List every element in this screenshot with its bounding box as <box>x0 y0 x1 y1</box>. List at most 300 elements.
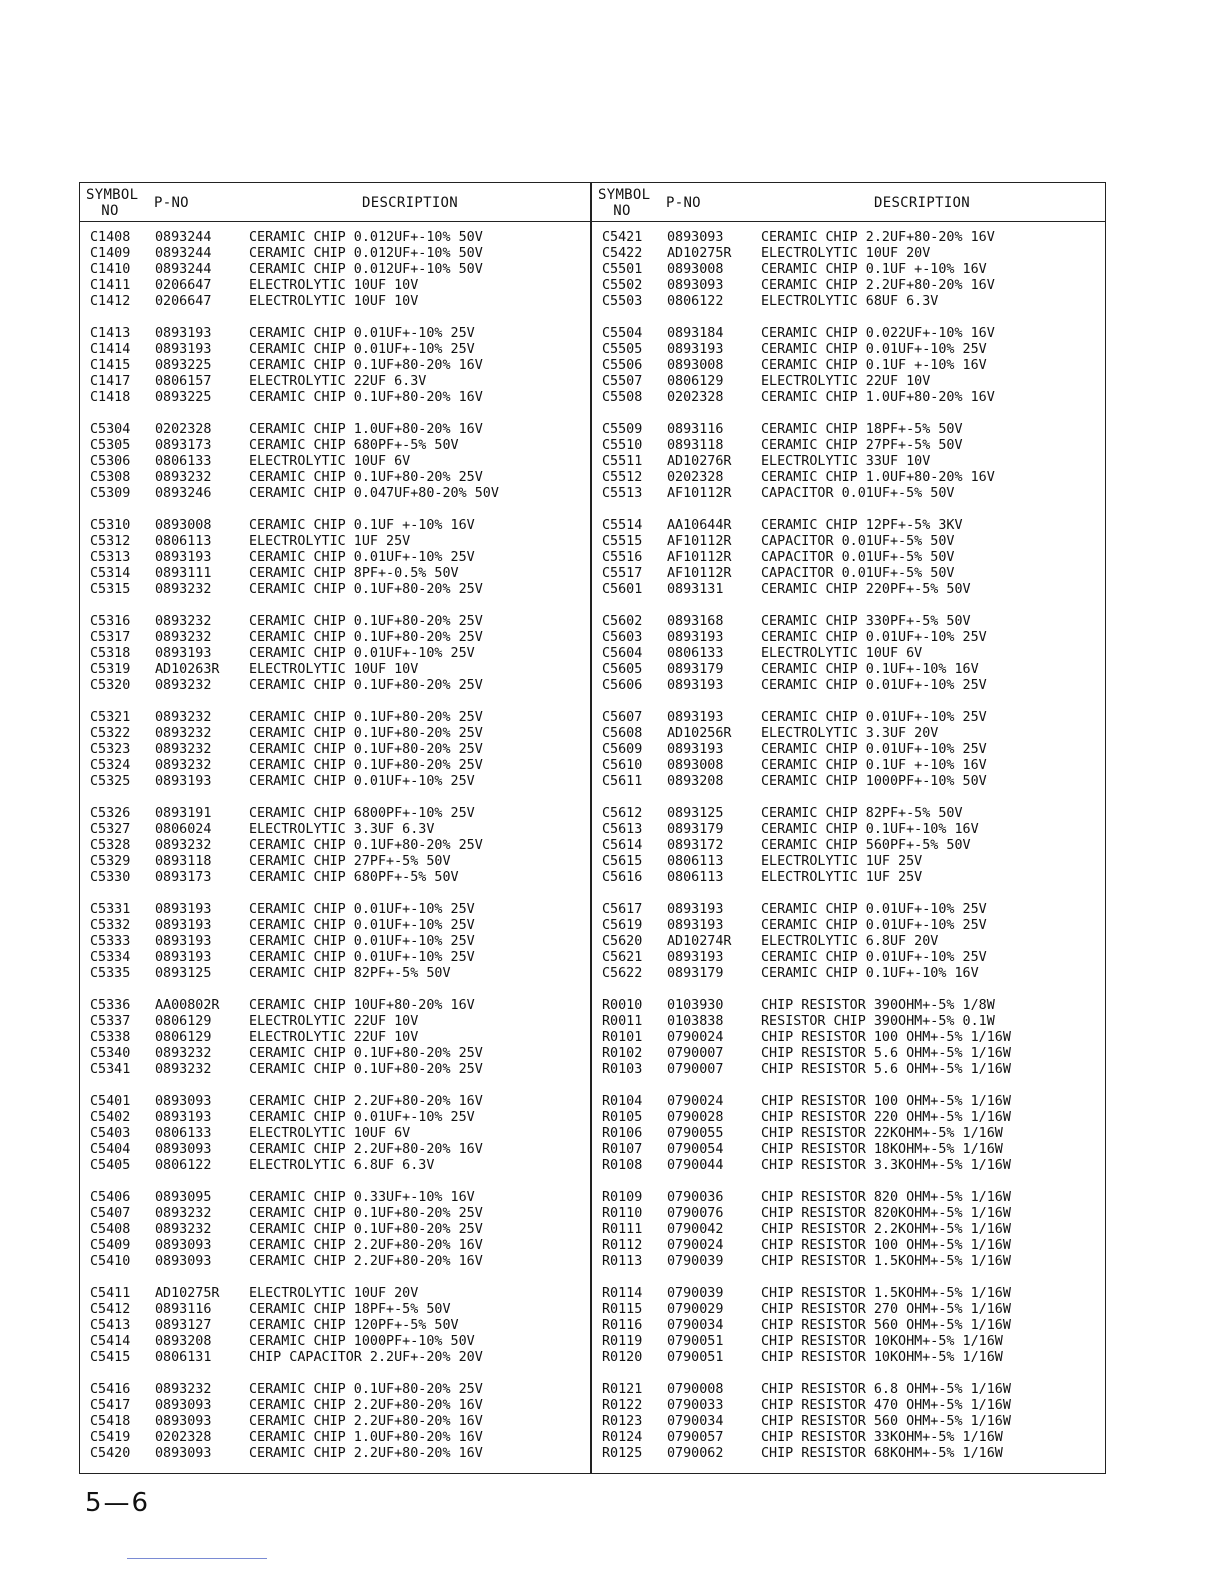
symbol-cell: C5335 <box>90 966 131 981</box>
description-cell: ELECTROLYTIC 22UF 6.3V <box>249 374 427 389</box>
description-cell: ELECTROLYTIC 6.8UF 20V <box>761 934 939 949</box>
pno-cell: 0893232 <box>155 742 212 757</box>
symbol-header-text: SYMBOL <box>86 187 139 203</box>
row-group <box>80 998 590 1078</box>
symbol-cell: C5512 <box>602 470 643 485</box>
table-row <box>80 454 590 470</box>
pno-cell: 0893244 <box>155 246 212 261</box>
table-row <box>80 230 590 246</box>
symbol-cell: C5606 <box>602 678 643 693</box>
row-group <box>80 1382 590 1462</box>
symbol-cell: C1409 <box>90 246 131 261</box>
table-row <box>80 1398 590 1414</box>
row-group <box>592 902 1102 982</box>
pno-cell: 0893232 <box>155 1206 212 1221</box>
pno-cell: 0806129 <box>155 1030 212 1045</box>
pno-cell: 0893232 <box>155 678 212 693</box>
symbol-cell: C5602 <box>602 614 643 629</box>
symbol-cell: R0101 <box>602 1030 643 1045</box>
pno-cell: 0893193 <box>667 678 724 693</box>
pno-cell: 0893093 <box>155 1414 212 1429</box>
description-cell: CERAMIC CHIP 0.01UF+-10% 25V <box>249 950 475 965</box>
symbol-cell: C5616 <box>602 870 643 885</box>
symbol-cell: C5329 <box>90 854 131 869</box>
description-cell: CERAMIC CHIP 0.1UF+80-20% 25V <box>249 582 483 597</box>
symbol-cell: C5306 <box>90 454 131 469</box>
symbol-cell: R0010 <box>602 998 643 1013</box>
pno-cell: 0806157 <box>155 374 212 389</box>
symbol-cell: C5323 <box>90 742 131 757</box>
symbol-cell: C5313 <box>90 550 131 565</box>
table-row <box>592 1094 1102 1110</box>
pno-cell: 0893193 <box>155 934 212 949</box>
pno-cell: 0893193 <box>155 326 212 341</box>
description-cell: CERAMIC CHIP 0.1UF +-10% 16V <box>761 758 987 773</box>
table-row <box>592 470 1102 486</box>
row-group <box>592 710 1102 790</box>
pno-cell: 0893193 <box>667 342 724 357</box>
symbol-cell: C5417 <box>90 1398 131 1413</box>
pno-cell: 0893093 <box>155 1446 212 1461</box>
symbol-cell: R0105 <box>602 1110 643 1125</box>
row-group <box>80 614 590 694</box>
table-row <box>80 1142 590 1158</box>
table-row <box>592 1334 1102 1350</box>
pno-cell: 0893193 <box>667 918 724 933</box>
description-cell: ELECTROLYTIC 10UF 10V <box>249 278 419 293</box>
table-row <box>592 582 1102 598</box>
symbol-cell: C5509 <box>602 422 643 437</box>
table-row <box>80 934 590 950</box>
table-row <box>592 294 1102 310</box>
symbol-cell: C1415 <box>90 358 131 373</box>
symbol-cell: R0103 <box>602 1062 643 1077</box>
symbol-cell: C5422 <box>602 246 643 261</box>
table-row <box>80 1190 590 1206</box>
symbol-cell: C5414 <box>90 1334 131 1349</box>
no-header-text: NO <box>613 203 631 219</box>
table-row <box>80 262 590 278</box>
pno-cell: 0893193 <box>155 342 212 357</box>
row-group <box>592 998 1102 1078</box>
description-cell: CERAMIC CHIP 2.2UF+80-20% 16V <box>249 1142 483 1157</box>
description-cell: CERAMIC CHIP 0.01UF+-10% 25V <box>761 950 987 965</box>
pno-cell: 0893232 <box>155 630 212 645</box>
description-cell: CERAMIC CHIP 8PF+-0.5% 50V <box>249 566 459 581</box>
pno-cell: 0790039 <box>667 1254 724 1269</box>
table-row <box>592 1398 1102 1414</box>
description-cell: CERAMIC CHIP 330PF+-5% 50V <box>761 614 971 629</box>
table-row <box>80 918 590 934</box>
footer-rule <box>127 1558 267 1559</box>
pno-cell: 0790076 <box>667 1206 724 1221</box>
pno-cell: 0893093 <box>667 230 724 245</box>
symbol-cell: C5513 <box>602 486 643 501</box>
symbol-cell: C5404 <box>90 1142 131 1157</box>
description-cell: ELECTROLYTIC 68UF 6.3V <box>761 294 939 309</box>
table-row <box>592 806 1102 822</box>
description-cell: CHIP RESISTOR 390OHM+-5% 1/8W <box>761 998 995 1013</box>
table-row <box>80 1238 590 1254</box>
table-row <box>592 630 1102 646</box>
description-cell: ELECTROLYTIC 1UF 25V <box>761 854 923 869</box>
symbol-cell: R0112 <box>602 1238 643 1253</box>
pno-cell: 0893232 <box>155 838 212 853</box>
description-cell: CHIP RESISTOR 100 OHM+-5% 1/16W <box>761 1238 1011 1253</box>
pno-cell: 0893244 <box>155 262 212 277</box>
table-row <box>592 422 1102 438</box>
symbol-cell: C5330 <box>90 870 131 885</box>
table-row <box>80 678 590 694</box>
pno-cell: AA00802R <box>155 998 220 1013</box>
symbol-cell: C5613 <box>602 822 643 837</box>
pno-cell: AD10263R <box>155 662 220 677</box>
description-cell: CERAMIC CHIP 0.012UF+-10% 50V <box>249 230 483 245</box>
pno-cell: 0893225 <box>155 358 212 373</box>
table-row <box>80 390 590 406</box>
table-row <box>80 1046 590 1062</box>
table-row <box>592 1046 1102 1062</box>
pno-cell: 0206647 <box>155 278 212 293</box>
description-cell: CHIP RESISTOR 10KOHM+-5% 1/16W <box>761 1334 1003 1349</box>
table-row <box>80 870 590 886</box>
description-cell: ELECTROLYTIC 6.8UF 6.3V <box>249 1158 435 1173</box>
description-cell: CHIP RESISTOR 100 OHM+-5% 1/16W <box>761 1030 1011 1045</box>
symbol-cell: C5317 <box>90 630 131 645</box>
symbol-cell: C1410 <box>90 262 131 277</box>
pno-cell: 0893193 <box>155 950 212 965</box>
description-cell: CERAMIC CHIP 0.1UF+80-20% 25V <box>249 1046 483 1061</box>
description-cell: CERAMIC CHIP 680PF+-5% 50V <box>249 870 459 885</box>
symbol-cell: C5622 <box>602 966 643 981</box>
symbol-cell: R0108 <box>602 1158 643 1173</box>
symbol-cell: R0110 <box>602 1206 643 1221</box>
pno-cell: 0893111 <box>155 566 212 581</box>
pno-cell: 0790024 <box>667 1238 724 1253</box>
description-cell: CERAMIC CHIP 0.1UF+80-20% 25V <box>249 758 483 773</box>
symbol-cell: C5506 <box>602 358 643 373</box>
pno-cell: 0806122 <box>667 294 724 309</box>
pno-cell: 0893093 <box>155 1094 212 1109</box>
description-cell: CERAMIC CHIP 0.01UF+-10% 25V <box>249 550 475 565</box>
description-cell: CHIP RESISTOR 10KOHM+-5% 1/16W <box>761 1350 1003 1365</box>
table-row <box>80 630 590 646</box>
row-group <box>592 806 1102 886</box>
pno-cell: 0806133 <box>667 646 724 661</box>
table-row <box>80 662 590 678</box>
symbol-cell: C5331 <box>90 902 131 917</box>
table-row <box>592 758 1102 774</box>
symbol-cell: R0102 <box>602 1046 643 1061</box>
description-cell: CHIP RESISTOR 220 OHM+-5% 1/16W <box>761 1110 1011 1125</box>
pno-cell: 0893225 <box>155 390 212 405</box>
table-row <box>80 1414 590 1430</box>
table-row <box>80 742 590 758</box>
table-row <box>592 1030 1102 1046</box>
left-row-groups <box>80 230 590 1478</box>
pno-cell: 0790039 <box>667 1286 724 1301</box>
description-cell: CERAMIC CHIP 0.1UF+80-20% 16V <box>249 390 483 405</box>
table-row <box>592 854 1102 870</box>
pno-cell: 0202328 <box>155 1430 212 1445</box>
table-row <box>592 726 1102 742</box>
table-row <box>80 566 590 582</box>
pno-cell: 0893172 <box>667 838 724 853</box>
symbol-cell: C5502 <box>602 278 643 293</box>
symbol-cell: C5504 <box>602 326 643 341</box>
table-row <box>80 822 590 838</box>
table-row <box>80 534 590 550</box>
table-row <box>592 678 1102 694</box>
symbol-cell: C5308 <box>90 470 131 485</box>
symbol-cell: C5508 <box>602 390 643 405</box>
symbol-cell: C1413 <box>90 326 131 341</box>
pno-cell: 0790054 <box>667 1142 724 1157</box>
description-cell: CERAMIC CHIP 2.2UF+80-20% 16V <box>761 230 995 245</box>
symbol-cell: C5411 <box>90 1286 131 1301</box>
table-row <box>80 1318 590 1334</box>
description-cell: CERAMIC CHIP 0.1UF +-10% 16V <box>761 262 987 277</box>
table-row <box>80 950 590 966</box>
symbol-cell: C5603 <box>602 630 643 645</box>
table-row <box>592 1414 1102 1430</box>
table-row <box>80 854 590 870</box>
pno-cell: 0790042 <box>667 1222 724 1237</box>
page-number: 5—6 <box>85 1488 151 1518</box>
row-group <box>592 518 1102 598</box>
table-row <box>80 550 590 566</box>
row-group <box>80 710 590 790</box>
pno-cell: 0790051 <box>667 1350 724 1365</box>
symbol-cell: C5418 <box>90 1414 131 1429</box>
description-cell: CHIP RESISTOR 100 OHM+-5% 1/16W <box>761 1094 1011 1109</box>
symbol-cell: C5515 <box>602 534 643 549</box>
description-cell: RESISTOR CHIP 390OHM+-5% 0.1W <box>761 1014 995 1029</box>
pno-cell: 0893008 <box>667 262 724 277</box>
symbol-cell: C5617 <box>602 902 643 917</box>
pno-cell: 0790007 <box>667 1062 724 1077</box>
table-row <box>592 822 1102 838</box>
table-row <box>592 1222 1102 1238</box>
table-row <box>80 358 590 374</box>
description-cell: CERAMIC CHIP 6800PF+-10% 25V <box>249 806 475 821</box>
pno-cell: 0790007 <box>667 1046 724 1061</box>
pno-cell: 0893193 <box>155 1110 212 1125</box>
pno-cell: 0806129 <box>155 1014 212 1029</box>
pno-cell: 0893232 <box>155 1382 212 1397</box>
pno-cell: 0790029 <box>667 1302 724 1317</box>
symbol-cell: C5333 <box>90 934 131 949</box>
symbol-cell: C5510 <box>602 438 643 453</box>
table-row <box>592 838 1102 854</box>
description-cell: ELECTROLYTIC 1UF 25V <box>249 534 411 549</box>
symbol-cell: C5310 <box>90 518 131 533</box>
pno-cell: 0893193 <box>667 630 724 645</box>
pno-cell: 0893093 <box>155 1254 212 1269</box>
description-cell: CHIP RESISTOR 18KOHM+-5% 1/16W <box>761 1142 1003 1157</box>
pno-cell: 0893093 <box>155 1238 212 1253</box>
description-cell: CERAMIC CHIP 0.1UF+80-20% 25V <box>249 710 483 725</box>
table-row <box>80 1158 590 1174</box>
pno-cell: 0790044 <box>667 1158 724 1173</box>
symbol-cell: C5615 <box>602 854 643 869</box>
description-cell: ELECTROLYTIC 3.3UF 6.3V <box>249 822 435 837</box>
pno-cell: 0893179 <box>667 822 724 837</box>
symbol-cell: R0116 <box>602 1318 643 1333</box>
description-header: DESCRIPTION <box>873 195 971 211</box>
symbol-cell: C5332 <box>90 918 131 933</box>
symbol-cell: C5501 <box>602 262 643 277</box>
header-rule <box>80 221 1105 222</box>
symbol-cell: R0011 <box>602 1014 643 1029</box>
symbol-cell: C5312 <box>90 534 131 549</box>
table-row <box>592 614 1102 630</box>
pno-cell: 0893232 <box>155 726 212 741</box>
table-row <box>592 1062 1102 1078</box>
table-row <box>592 934 1102 950</box>
table-row <box>592 902 1102 918</box>
row-group <box>592 230 1102 310</box>
description-cell: CERAMIC CHIP 0.01UF+-10% 25V <box>249 934 475 949</box>
description-cell: CHIP RESISTOR 5.6 OHM+-5% 1/16W <box>761 1062 1011 1077</box>
description-cell: ELECTROLYTIC 33UF 10V <box>761 454 931 469</box>
symbol-cell: C5338 <box>90 1030 131 1045</box>
symbol-cell: R0115 <box>602 1302 643 1317</box>
right-row-groups <box>592 230 1102 1478</box>
symbol-cell: C5325 <box>90 774 131 789</box>
description-cell: CHIP RESISTOR 560 OHM+-5% 1/16W <box>761 1414 1011 1429</box>
pno-cell: 0806133 <box>155 1126 212 1141</box>
symbol-cell: C5505 <box>602 342 643 357</box>
pno-cell: 0893193 <box>667 710 724 725</box>
pno-cell: 0893008 <box>155 518 212 533</box>
row-group <box>592 326 1102 406</box>
row-group <box>80 1190 590 1270</box>
symbol-cell: R0120 <box>602 1350 643 1365</box>
table-row <box>80 1014 590 1030</box>
parts-list-table <box>79 182 1106 1474</box>
description-cell: CERAMIC CHIP 0.01UF+-10% 25V <box>761 630 987 645</box>
table-row <box>592 1430 1102 1446</box>
table-row <box>592 774 1102 790</box>
pno-cell: 0806113 <box>155 534 212 549</box>
description-cell: ELECTROLYTIC 22UF 10V <box>249 1030 419 1045</box>
description-cell: CERAMIC CHIP 1.0UF+80-20% 16V <box>249 422 483 437</box>
table-row <box>80 1030 590 1046</box>
pno-cell: 0790055 <box>667 1126 724 1141</box>
description-cell: CHIP RESISTOR 470 OHM+-5% 1/16W <box>761 1398 1011 1413</box>
pno-cell: 0790008 <box>667 1382 724 1397</box>
description-cell: CERAMIC CHIP 0.1UF+80-20% 25V <box>249 726 483 741</box>
description-cell: CERAMIC CHIP 1000PF+-10% 50V <box>249 1334 475 1349</box>
pno-cell: 0806122 <box>155 1158 212 1173</box>
table-row <box>80 278 590 294</box>
description-cell: CERAMIC CHIP 18PF+-5% 50V <box>761 422 963 437</box>
symbol-cell: R0107 <box>602 1142 643 1157</box>
pno-cell: 0893232 <box>155 1222 212 1237</box>
pno-cell: 0893093 <box>155 1398 212 1413</box>
description-cell: CERAMIC CHIP 0.01UF+-10% 25V <box>249 646 475 661</box>
symbol-cell: C5405 <box>90 1158 131 1173</box>
table-row <box>592 1446 1102 1462</box>
pno-cell: 0790034 <box>667 1318 724 1333</box>
description-cell: CERAMIC CHIP 0.1UF+80-20% 25V <box>249 1062 483 1077</box>
pno-cell: 0893179 <box>667 966 724 981</box>
table-row <box>592 1014 1102 1030</box>
description-cell: CHIP RESISTOR 270 OHM+-5% 1/16W <box>761 1302 1011 1317</box>
row-group <box>80 518 590 598</box>
row-group <box>80 230 590 310</box>
symbol-cell: C5324 <box>90 758 131 773</box>
table-row <box>80 1206 590 1222</box>
table-row <box>592 1286 1102 1302</box>
description-cell: CERAMIC CHIP 220PF+-5% 50V <box>761 582 971 597</box>
description-cell: CERAMIC CHIP 27PF+-5% 50V <box>249 854 451 869</box>
description-cell: CERAMIC CHIP 0.1UF +-10% 16V <box>249 518 475 533</box>
description-cell: CERAMIC CHIP 1.0UF+80-20% 16V <box>249 1430 483 1445</box>
row-group <box>80 902 590 982</box>
pno-cell: 0893232 <box>155 1046 212 1061</box>
description-header: DESCRIPTION <box>361 195 459 211</box>
pno-cell: AA10644R <box>667 518 732 533</box>
symbol-no-header <box>598 187 651 219</box>
description-cell: CHIP RESISTOR 2.2KOHM+-5% 1/16W <box>761 1222 1011 1237</box>
description-cell: CHIP CAPACITOR 2.2UF+-20% 20V <box>249 1350 483 1365</box>
symbol-cell: R0123 <box>602 1414 643 1429</box>
pno-cell: 0893232 <box>155 470 212 485</box>
pno-cell: 0893093 <box>155 1142 212 1157</box>
description-cell: CHIP RESISTOR 3.3KOHM+-5% 1/16W <box>761 1158 1011 1173</box>
table-row <box>592 998 1102 1014</box>
table-row <box>80 422 590 438</box>
table-row <box>592 918 1102 934</box>
description-cell: CHIP RESISTOR 6.8 OHM+-5% 1/16W <box>761 1382 1011 1397</box>
pno-cell: AD10275R <box>667 246 732 261</box>
pno-cell: 0893116 <box>667 422 724 437</box>
symbol-cell: R0124 <box>602 1430 643 1445</box>
pno-cell: 0103930 <box>667 998 724 1013</box>
pno-cell: 0790036 <box>667 1190 724 1205</box>
description-cell: CERAMIC CHIP 2.2UF+80-20% 16V <box>249 1398 483 1413</box>
table-row <box>80 1302 590 1318</box>
pno-cell: AF10112R <box>667 550 732 565</box>
symbol-cell: C5319 <box>90 662 131 677</box>
table-row <box>592 1110 1102 1126</box>
symbol-cell: R0119 <box>602 1334 643 1349</box>
table-row <box>80 1222 590 1238</box>
table-row <box>592 1238 1102 1254</box>
table-row <box>80 294 590 310</box>
description-cell: CERAMIC CHIP 0.1UF+80-20% 25V <box>249 1206 483 1221</box>
description-cell: CERAMIC CHIP 0.01UF+-10% 25V <box>249 774 475 789</box>
table-row <box>592 358 1102 374</box>
description-cell: CERAMIC CHIP 2.2UF+80-20% 16V <box>249 1254 483 1269</box>
table-row <box>592 646 1102 662</box>
symbol-cell: R0114 <box>602 1286 643 1301</box>
symbol-cell: C5604 <box>602 646 643 661</box>
table-row <box>80 774 590 790</box>
pno-cell: 0893118 <box>667 438 724 453</box>
table-row <box>592 454 1102 470</box>
table-row <box>80 1062 590 1078</box>
pno-cell: 0202328 <box>667 390 724 405</box>
pno-cell: 0893208 <box>155 1334 212 1349</box>
pno-cell: 0893193 <box>155 902 212 917</box>
pno-cell: 0806113 <box>667 870 724 885</box>
symbol-cell: C5326 <box>90 806 131 821</box>
table-row <box>80 374 590 390</box>
table-row <box>80 838 590 854</box>
